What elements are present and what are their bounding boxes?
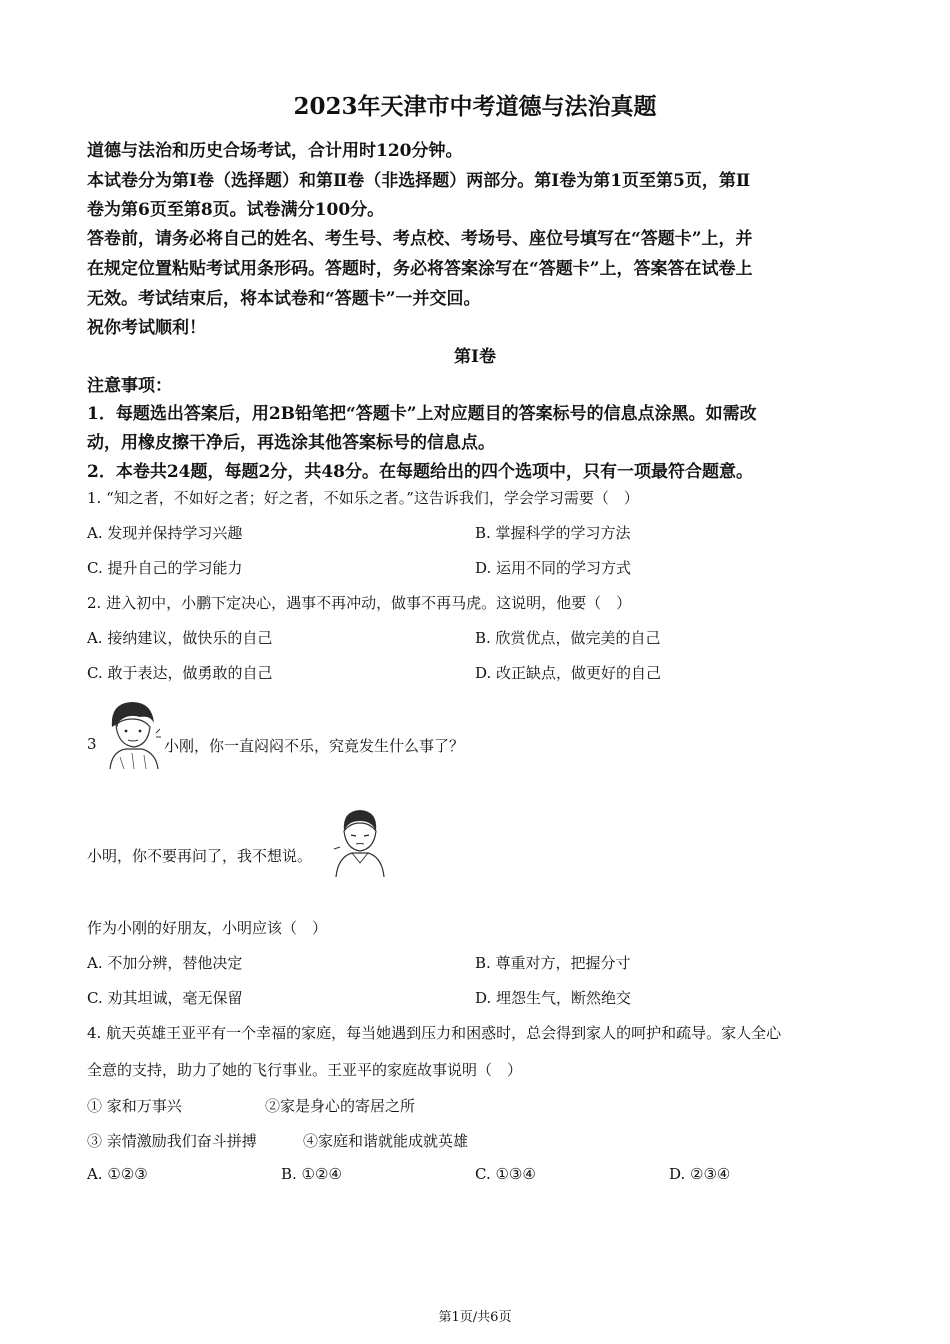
note-1b: 动，用橡皮擦干净后，再选涂其他答案标号的信息点。 [87,433,495,453]
intro-line-1: 道德与法治和历史合场考试，合计用时120分钟。 [87,141,463,161]
q4-statement-4: ④家庭和谐就能成就英雄 [303,1132,469,1150]
q4-stem-1: 4. 航天英雄王亚平有一个幸福的家庭，每当她遇到压力和困惑时，总会得到家人的呵护和疏导。家人全心 [87,1024,782,1042]
q1-option-c: C. 提升自己的学习能力 [87,559,243,577]
q2-option-d: D. 改正缺点，做更好的自己 [475,664,662,682]
q3-stem: 作为小刚的好朋友，小明应该（ ） [87,919,328,937]
note-1a: 1．每题选出答案后，用2B铅笔把“答题卡”上对应题目的答案标号的信息点涂黑。如需改 [87,404,757,424]
q4-stem-2: 全意的支持，助力了她的飞行事业。王亚平的家庭故事说明（ ） [87,1061,523,1079]
intro-line-2b: 卷为第6页至第8页。试卷满分100分。 [87,200,385,220]
q3-speech-2: 小明，你不要再问了，我不想说。 [87,847,313,865]
q4-option-d: D. ②③④ [669,1165,731,1183]
q4-statement-3: ③ 亲情激励我们奋斗拼搏 [87,1132,257,1150]
q2-option-c: C. 敢于表达，做勇敢的自己 [87,664,273,682]
intro-line-3c: 无效。考试结束后，将本试卷和“答题卡”一并交回。 [87,289,481,309]
q1-option-d: D. 运用不同的学习方式 [475,559,632,577]
q4-statement-2: ②家是身心的寄居之所 [265,1097,416,1115]
q2-option-b: B. 欣赏优点，做完美的自己 [475,629,661,647]
q4-statement-1: ① 家和万事兴 [87,1097,182,1115]
intro-line-2a: 本试卷分为第Ⅰ卷（选择题）和第Ⅱ卷（非选择题）两部分。第Ⅰ卷为第1页至第5页，第Ⅱ [87,171,751,191]
q3-option-d: D. 埋怨生气，断然绝交 [475,989,632,1007]
q3-option-b: B. 尊重对方，把握分寸 [475,954,631,972]
q3-speech-1: 小刚，你一直闷闷不乐，究竟发生什么事了？ [164,737,465,755]
q3-option-c: C. 劝其坦诚，毫无保留 [87,989,243,1007]
intro-line-3b: 在规定位置粘贴考试用条形码。答题时，务必将答案涂写在“答题卡”上，答案答在试卷上 [87,259,753,279]
section-title: 第Ⅰ卷 [454,347,496,367]
q2-stem: 2. 进入初中，小鹏下定决心，遇事不再冲动，做事不再马虎。这说明，他要（ ） [87,594,632,612]
intro-line-4: 祝你考试顺利！ [87,318,206,338]
boy-xiaoming-illustration [104,697,162,769]
q4-option-a: A. ①②③ [87,1165,148,1183]
page-title: 2023年天津市中考道德与法治真题 [293,93,657,120]
q4-option-c: C. ①③④ [475,1165,536,1183]
q1-option-a: A. 发现并保持学习兴趣 [87,524,243,542]
intro-line-3a: 答卷前，请务必将自己的姓名、考生号、考点校、考场号、座位号填写在“答题卡”上，并 [87,229,753,249]
boy-xiaogang-illustration [332,803,388,877]
q3-option-a: A. 不加分辨，替他决定 [87,954,243,972]
q3-number: 3 [87,735,97,753]
notes-heading: 注意事项： [87,376,172,396]
q2-option-a: A. 接纳建议，做快乐的自己 [87,629,273,647]
page-footer: 第1页/共6页 [438,1310,512,1325]
q1-stem: 1. “知之者，不如好之者；好之者，不如乐之者。”这告诉我们，学会学习需要（ ） [87,489,639,507]
q4-option-b: B. ①②④ [281,1165,342,1183]
q1-option-b: B. 掌握科学的学习方法 [475,524,631,542]
note-2: 2．本卷共24题，每题2分，共48分。在每题给出的四个选项中，只有一项最符合题意。 [87,462,753,482]
